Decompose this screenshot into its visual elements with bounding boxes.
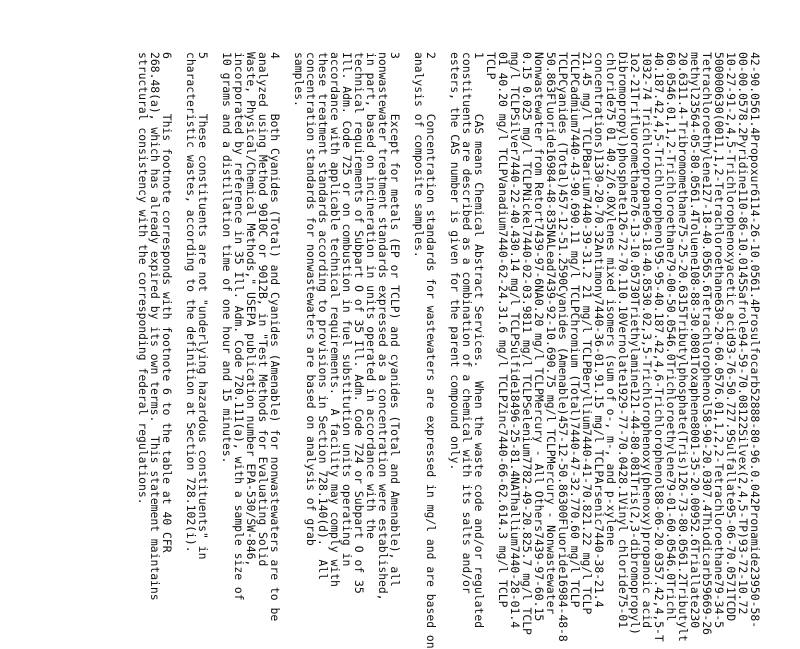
text-line: 50.863Fluoride16984-48-835NALead7439-92-10.690.75 mg/l TCLPMercury - Nonwastewater	[544, 52, 558, 615]
text-line: 268.48(a), which has already expired by its own terms. This statement maintains	[148, 52, 162, 601]
text-line: technical requirements of Subpart O of 35 Ill. Adm. Code 724 or Subpart O of 35	[352, 52, 366, 594]
text-line: esters, the CAS number is given for the parent compound only.	[448, 52, 462, 471]
text-line: constituents are described as a combination of a chemical with its salts and/or	[460, 52, 474, 594]
text-line: in part, based on incineration in units operated in accordance with the	[364, 52, 378, 539]
text-line: TCLPCyanides (Total)457-12-51.2590Cyanides (Amenable)457-12-50.86300Fluoride16984-48-8	[556, 52, 570, 642]
text-line: Nonwastewater from Retort7439-97-6NA0.20 mg/l TCLPMercury - All Others7439-97-60.15	[532, 52, 546, 622]
text-line: 3 Except for metals (EP or TCLP) and cyanides (Total and Amenable), all	[388, 52, 402, 587]
text-line: 40.187.42,4,5-Trichlorophenol95-95-40.187.42,4,6-Trichlorophenol88-06-20.0357.42,4,5-T	[652, 52, 666, 642]
rotated-document-text	[39, 52, 762, 649]
text-line: analyzed using Method 9010C or 9012B, in "Test Methods for Evaluating Solid	[256, 52, 270, 567]
text-line: 4 Both Cyanides (Total) and Cyanides (Amenable) for nonwastewaters are to be	[268, 52, 282, 622]
text-line: TCLPCadmium7440-43-90.690.11 mg/l TCLPChromium (Total)7440-47-32.770.60 mg/l TCLP	[568, 52, 582, 608]
text-line: Waste, Physical/Chemical Methods," USEPA publication number EPA-530/SW-846,	[244, 52, 258, 567]
text-line: incorporated by reference in 35 Ill. Adm. Code 720.111(a), with a sample size of	[232, 52, 246, 601]
text-line: samples.	[292, 52, 306, 107]
text-line: 00-00.0578.2Pyridine110-86-10.0145Safrole94-59-70.08122Silvex(2,4,5-TP)93-72-10.72	[736, 52, 750, 615]
text-line: nonwastewater treatment standards expressed as a concentration were established,	[376, 52, 390, 601]
text-line: characteristic wastes, according to the definition at Section 728.102(i).	[184, 52, 198, 553]
text-line: methyl23564-05-80.0561.4Toluene108-88-30.0801Toxaphene8001-35-20.00952.6Triallate230	[688, 52, 702, 629]
text-line: concentrations)1330-20-70.32Antimony7440-36-01.91.15 mg/l TCLPArsenic7440-38-21.4	[592, 52, 606, 608]
text-line: 6 This footnote corresponds with footnote 6 to the table at 40 CFR	[160, 52, 174, 553]
text-line: 0.15 0.025 mg/l TCLPNickel7440-02-03.9811 mg/l TCLPSelenium7782-49-20.825.7 mg/l TCLP	[520, 52, 534, 635]
text-line: 5 These constituents are not "underlying hazardous constituents" in	[196, 52, 210, 560]
text-line: 500000630(0011,1,2-Tetrachloroethane630-20-60.0576.01,1,2,2-Tetrachloroethane79-34-5	[712, 52, 726, 629]
text-line: accordance with applicable technical requirements. A facility may comply with	[328, 52, 342, 587]
text-line: these treatment standards according to provisions in Section 728.140(d). All	[316, 52, 330, 581]
text-line: Tetrachloroethylene127-18-40.0565.6Tetrachlorophenol58-90-20.0307.4Thiodicarb59669-26	[700, 52, 714, 635]
text-line: TCLP	[484, 52, 498, 80]
text-line: 2 Concentration standards for wastewaters are expressed in mg/l and are based on	[424, 52, 438, 649]
text-line: 20.6311.4-Tribromomethane75-25-20.6315Tributylphosphate(Tris)126-73-80.0561.2Tributylt	[676, 52, 690, 642]
text-line: 1 CAS means Chemical Abstract Services. When the waste code and/or regulated	[472, 52, 486, 629]
text-line: chloride75 01 40.2/6.0Xylenes mixed isomers (sum of o-, m-, and p-xylene	[604, 52, 618, 546]
text-line: 10 grams and a distillation time of one hour and 15 minutes.	[220, 52, 234, 464]
text-line: Dibromopropyl)phosphate126-72-70.110.10Vernolate1929-77-70.0428.1Vinyl chloride75-01	[616, 52, 630, 629]
text-line: analysis of composite samples.	[412, 52, 426, 258]
text-line: concentration standards for nonwastewaters are based on analysis of grab	[304, 52, 318, 546]
text-line: 21.45 mg/l TCLPBarium7440-39-31.2 21 mg/l TCLPBeryllium7440-41-70.821.22 mg/l TCLP	[580, 52, 594, 615]
blank-line	[281, 52, 293, 600]
text-line: 10-27-91-2,4,5-Trichlorophenoxyacetic acid93-76-50.727.9Sulfallate95-06-70.0571TCDD	[724, 52, 738, 622]
text-line: 60.0546.01,1,2-Trichloroethane79-00-50.0546.0Trichloroethylene79-01-60.0546.0Trichl	[664, 52, 678, 622]
text-line: mg/l TCLPSilver7440-22-40.430.14 mg/l TCLPSulfide18496-25-81.4NAThallium7440-28-01.4	[508, 52, 522, 629]
text-line: 1032-74 Trichloropropane96-18-40.8530.02,3,5-Trichlorophenoxy(phenoxy)propanoic acid	[640, 52, 654, 629]
text-line: 01 40.20 mg/l TCLPVanadium7440-62-24.31.6 mg/l TCLPZinc7440-66-62.614.3 mg/l TCLP	[496, 52, 510, 608]
text-line: structural consistency with the corresponding federal regulations.	[136, 52, 150, 505]
text-line: 1o2-21Trifluoromethane76-13-10.05730Triethylamine121-44-80.081Tris(2,3-dibromopropyl)	[628, 52, 642, 635]
text-line: 42-90.0561.4Propoxur6114-26-10.0561.4Prosulfocarb52888-80-96.0.042Pronamide23950-58-	[748, 52, 762, 629]
text-line: Ill. Adm. Code 725 or on combustion in fuel substitution units operating in	[340, 52, 354, 567]
